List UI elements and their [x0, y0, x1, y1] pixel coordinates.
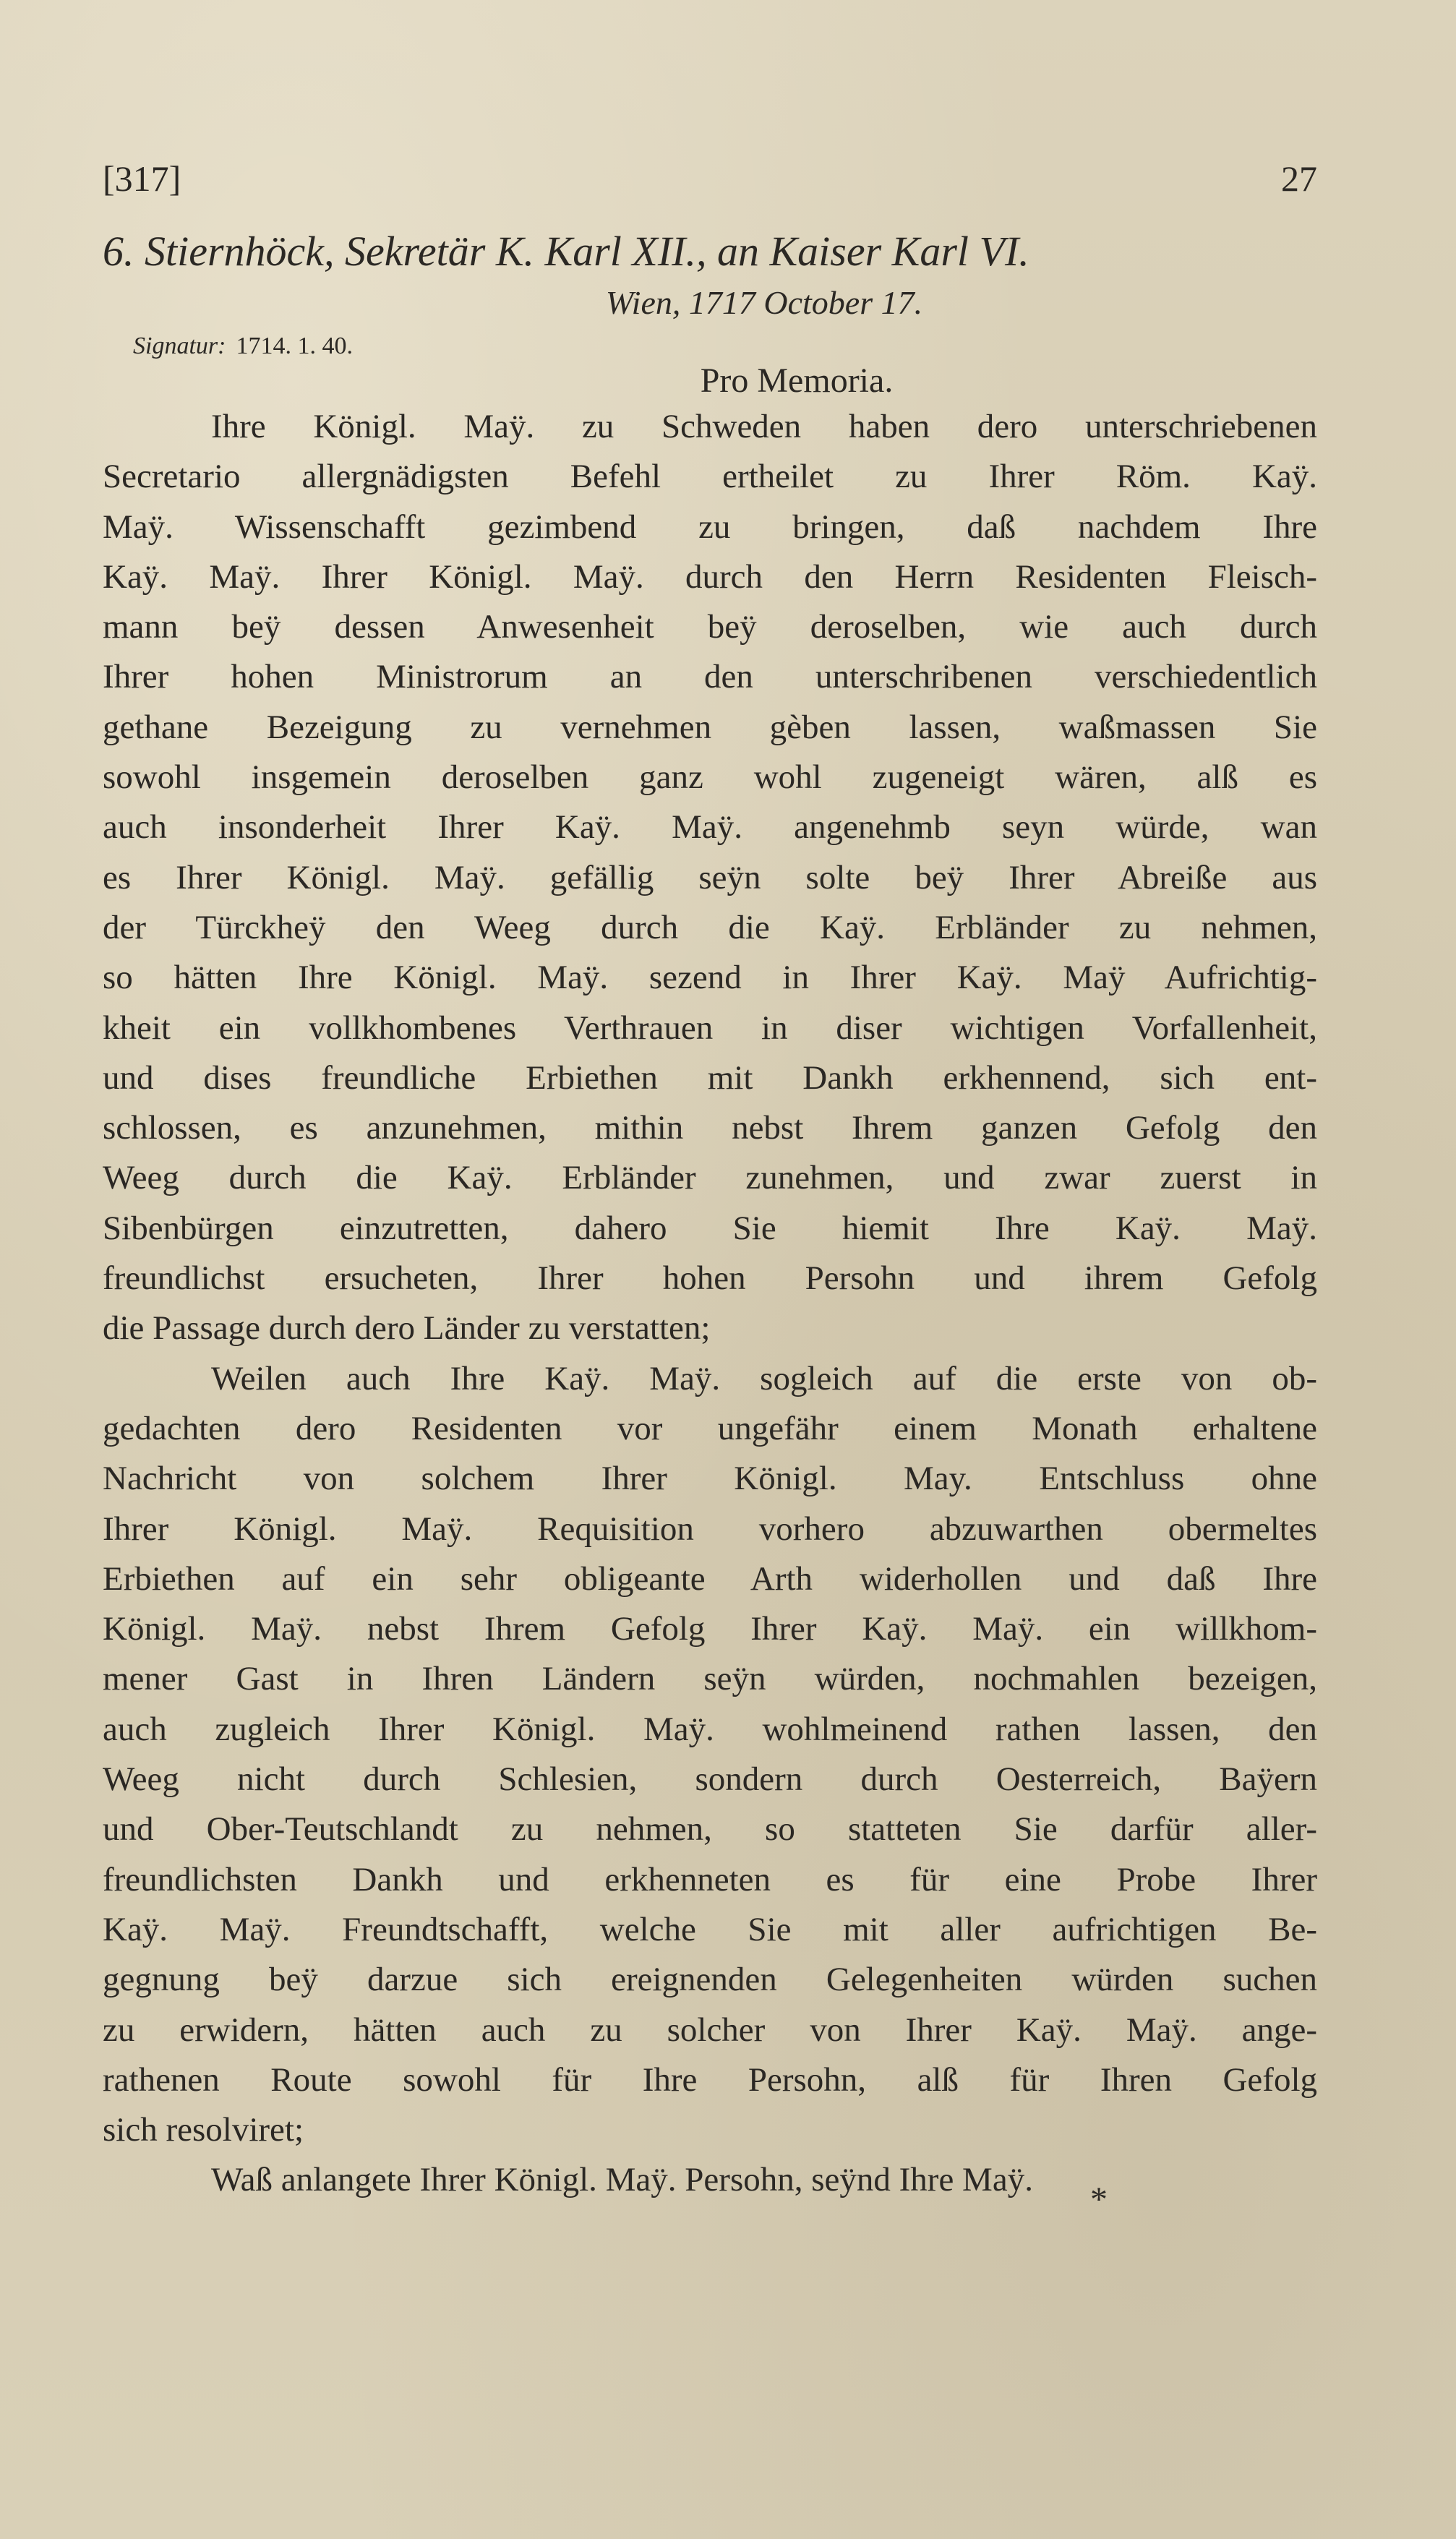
text-line: Nachricht von solchem Ihrer Königl. May. Entschluss ohne	[103, 1460, 1317, 1498]
signature-value: 1714. 1. 40.	[236, 333, 353, 359]
paragraph	[103, 402, 1317, 1354]
text-line: Maÿ. Wissenschafft gezimbend zu bringen, daß nachdem Ihre	[103, 508, 1317, 546]
signature-mark: *	[1090, 2180, 1108, 2219]
text-line: Kaÿ. Maÿ. Ihrer Königl. Maÿ. durch den Herrn Residenten Fleisch-	[103, 557, 1317, 596]
paragraph	[103, 2155, 1317, 2205]
text-line: mann beÿ dessen Anwesenheit beÿ deroselben, wie auch durch	[103, 608, 1317, 646]
text-line: Secretario allergnädigsten Befehl ertheilet zu Ihrer Röm. Kaÿ.	[103, 458, 1317, 496]
text-line: auch zugleich Ihrer Königl. Maÿ. wohlmeinend rathen lassen, den	[103, 1710, 1317, 1748]
body-text	[103, 402, 1317, 2206]
text-line: Sibenbürgen einzutretten, dahero Sie hiemit Ihre Kaÿ. Maÿ.	[103, 1209, 1317, 1247]
text-line: freundlichst ersucheten, Ihrer hohen Persohn und ihrem Gefolg	[103, 1259, 1317, 1298]
signature-label: Signatur:	[133, 333, 226, 359]
text-line: freundlichsten Dankh und erkhenneten es für eine Probe Ihrer	[103, 1860, 1317, 1898]
text-line: Weeg durch die Kaÿ. Erbländer zunehmen, und zwar zuerst in	[103, 1159, 1317, 1197]
text-line: kheit ein vollkhombenes Verthrauen in diser wichtigen Vorfallenheit,	[103, 1009, 1317, 1047]
text-line: rathenen Route sowohl für Ihre Persohn, alß für Ihren Gefolg	[103, 2060, 1317, 2099]
document-date: Wien, 1717 October 17.	[605, 284, 923, 321]
text-line: zu erwidern, hätten auch zu solcher von Ihrer Kaÿ. Maÿ. ange-	[103, 2011, 1317, 2049]
text-line: Ihre Königl. Maÿ. zu Schweden haben dero unterschriebenen	[211, 408, 1317, 445]
paragraph	[103, 1354, 1317, 2156]
text-line: Weeg nicht durch Schlesien, sondern durch Oesterreich, Baÿern	[103, 1760, 1317, 1799]
text-line: so hätten Ihre Königl. Maÿ. sezend in Ihrer Kaÿ. Maÿ Aufrichtig-	[103, 959, 1317, 997]
page-number: 27	[1281, 158, 1317, 199]
text-line: die Passage durch dero Länder zu verstatten;	[103, 1309, 711, 1348]
text-line: schlossen, es anzunehmen, mithin nebst Ihrem ganzen Gefolg den	[103, 1109, 1317, 1147]
text-line: sich resolviret;	[103, 2111, 304, 2149]
memo-heading: Pro Memoria.	[700, 361, 894, 400]
document-title: 6. Stiernhöck, Sekretär K. Karl XII., an Kaiser Karl VI.	[103, 228, 1029, 275]
text-line: Waß anlangete Ihrer Königl. Maÿ. Persohn, seÿnd Ihre Maÿ.	[211, 2161, 1033, 2199]
text-line: und dises freundliche Erbiethen mit Dankh erkhennend, sich ent-	[103, 1058, 1317, 1097]
text-line: Weilen auch Ihre Kaÿ. Maÿ. sogleich auf die erste von ob-	[211, 1359, 1317, 1397]
text-line: Ihrer Königl. Maÿ. Requisition vorhero abzuwarthen obermeltes	[103, 1510, 1317, 1548]
text-line: Königl. Maÿ. nebst Ihrem Gefolg Ihrer Kaÿ. Maÿ. ein willkhom-	[103, 1610, 1317, 1648]
page-header	[103, 152, 1317, 224]
text-line: gedachten dero Residenten vor ungefähr einem Monath erhaltene	[103, 1409, 1317, 1447]
text-line: und Ober-Teutschlandt zu nehmen, so statteten Sie darfür aller-	[103, 1810, 1317, 1849]
text-line: sowohl insgemein deroselben ganz wohl zugeneigt wären, alß es	[103, 758, 1317, 797]
text-line: Ihrer hohen Ministrorum an den unterschribenen verschiedentlich	[103, 658, 1317, 696]
text-line: der Türckheÿ den Weeg durch die Kaÿ. Erbländer zu nehmen,	[103, 908, 1317, 946]
text-line: Erbiethen auf ein sehr obligeante Arth widerhollen und daß Ihre	[103, 1559, 1317, 1598]
text-line: es Ihrer Königl. Maÿ. gefällig seÿn solte beÿ Ihrer Abreiße aus	[103, 858, 1317, 896]
text-line: gegnung beÿ darzue sich ereignenden Gelegenheiten würden suchen	[103, 1961, 1317, 1999]
text-line: gethane Bezeigung zu vernehmen gèben lassen, waßmassen Sie	[103, 708, 1317, 746]
text-line: Kaÿ. Maÿ. Freundtschafft, welche Sie mit aller aufrichtigen Be-	[103, 1910, 1317, 1948]
text-line: auch insonderheit Ihrer Kaÿ. Maÿ. angenehmb seyn würde, wan	[103, 808, 1317, 847]
page-reference: [317]	[103, 158, 181, 199]
text-line: mener Gast in Ihren Ländern seÿn würden, nochmahlen bezeigen,	[103, 1660, 1317, 1698]
page-content	[103, 152, 1317, 2206]
